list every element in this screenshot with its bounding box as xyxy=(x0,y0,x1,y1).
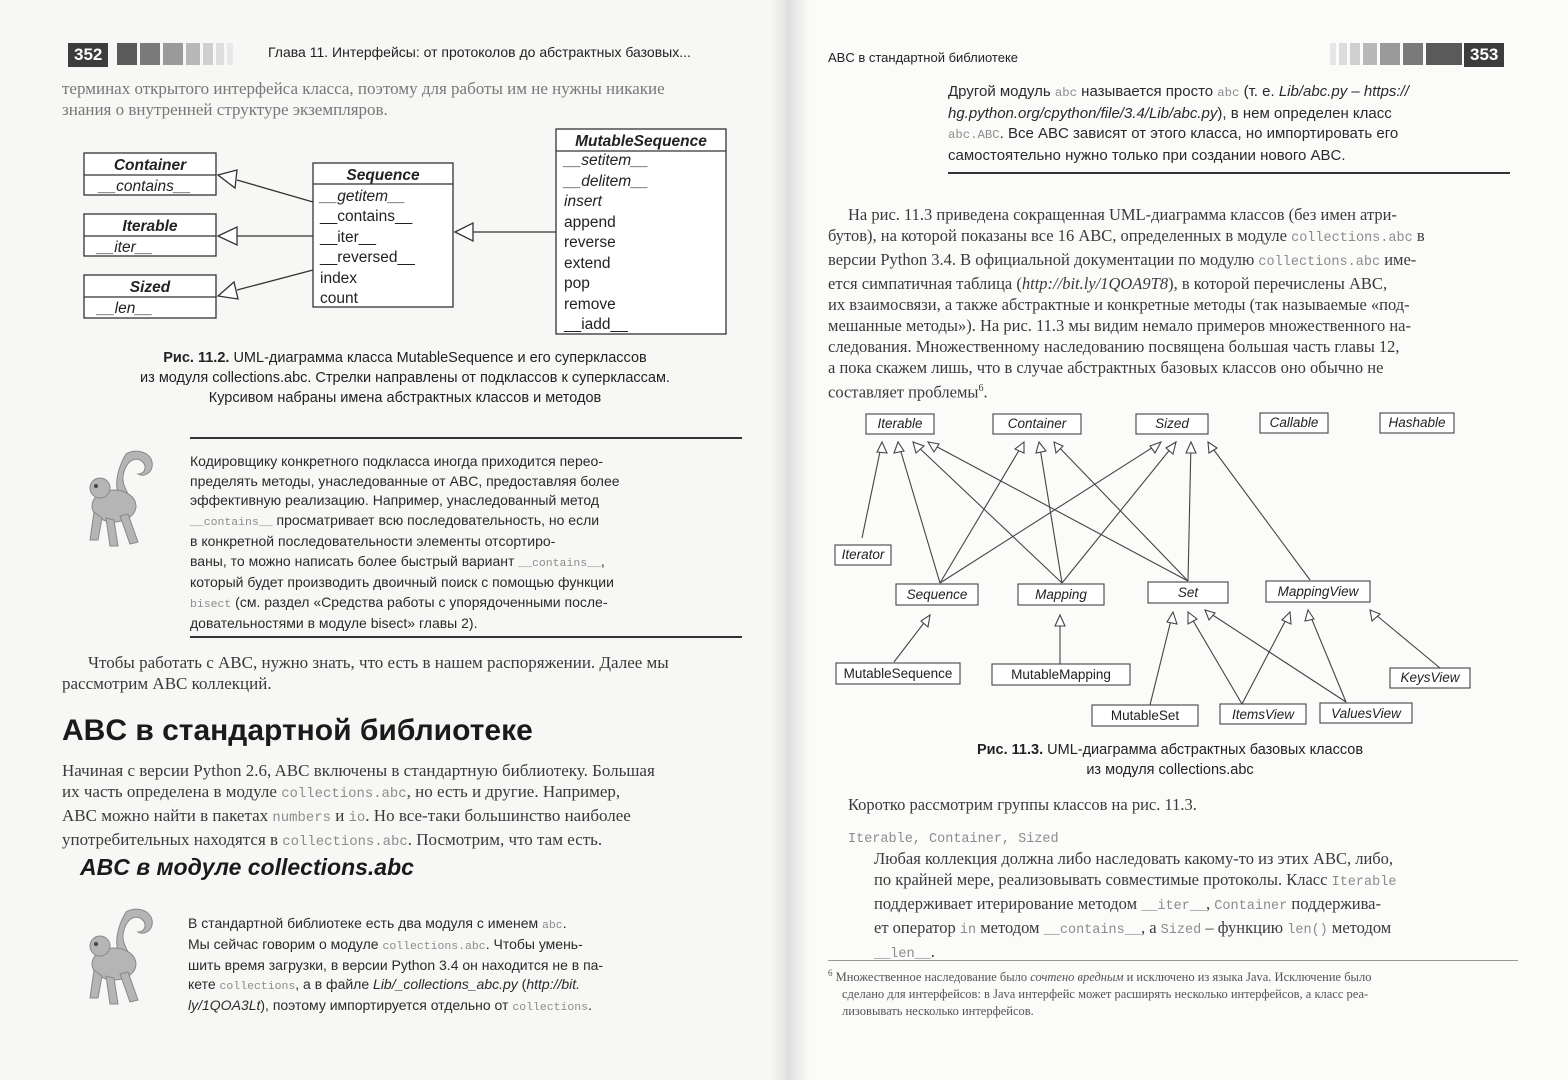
uml-diagram-mutable-sequence xyxy=(75,120,735,345)
uml-member: count xyxy=(320,290,358,307)
note-box xyxy=(948,82,1508,166)
text-span: (см. раздел «Средства работы с упорядоченными после- xyxy=(231,593,608,610)
text-span: ), поэтому импортируется отдельно от xyxy=(260,997,513,1013)
uml-arrowhead xyxy=(1188,612,1197,624)
uml-edge xyxy=(1039,442,1062,583)
text-span: кете xyxy=(188,976,220,992)
header-decoration xyxy=(163,43,183,65)
uml-label-sequence: Sequence xyxy=(906,587,968,602)
uml-edge xyxy=(1370,610,1440,668)
text-span: и исключено из языка Java. Исключение было xyxy=(1123,970,1372,985)
figure-caption xyxy=(75,348,735,408)
header-decoration xyxy=(1380,43,1400,65)
file-path: Lib/_collections_abc.py xyxy=(373,976,518,992)
inline-code: collections.abc xyxy=(281,786,407,802)
text-span: Множественное наследование было xyxy=(835,970,1031,985)
text-span: ( xyxy=(517,976,527,992)
text-line: Начиная с версии Python 2.6, ABC включены в стандартную библиотеку. Большая xyxy=(62,761,655,780)
link[interactable]: http://bit.ly/1QOA9T8 xyxy=(1021,274,1169,293)
text-line: Чтобы работать с ABC, нужно знать, что есть в нашем распоряжении. Далее мы xyxy=(88,653,669,672)
paragraph: Коротко рассмотрим группы классов на рис. 11.3. xyxy=(848,795,1197,814)
text-line xyxy=(188,975,722,996)
inline-code: __contains__ xyxy=(1043,923,1141,938)
text-line: рассмотрим ABC коллекций. xyxy=(62,674,272,693)
text-line: следования. Множественному наследованию посвящена большая часть главы 12, xyxy=(828,337,1400,356)
caption-line: из модуля collections.abc. Стрелки направлены от подклассов к суперклассам. xyxy=(140,370,670,386)
uml-title: Sized xyxy=(129,279,171,296)
inline-code: collections.abc xyxy=(1258,255,1381,270)
uml-arrowhead xyxy=(1150,442,1161,453)
text-line xyxy=(874,917,1508,941)
inline-code: bisect xyxy=(190,597,232,611)
tip-note xyxy=(190,452,722,634)
uml-edge xyxy=(1062,442,1176,583)
inline-code: Sized xyxy=(1160,923,1202,938)
text-span: бутов), на которой показаны все 16 ABC, определенных в модуле xyxy=(828,226,1292,245)
link[interactable]: http://bit. xyxy=(526,976,581,992)
uml-label-items-view: ItemsView xyxy=(1231,707,1295,722)
definition-body xyxy=(874,848,1508,965)
figure-label: Рис. 11.2. xyxy=(163,350,230,366)
uml-edge xyxy=(1242,612,1290,704)
text-line: их взаимосвязи, а также абстрактные и конкретные методы (так называемые «под- xyxy=(828,295,1410,314)
uml-label-keys-view: KeysView xyxy=(1400,670,1460,685)
uml-member: __reversed__ xyxy=(320,249,415,266)
right-page xyxy=(790,0,1568,1080)
text-line: самостоятельно нужно только при создании нового ABC. xyxy=(948,146,1346,164)
uml-edge xyxy=(1054,442,1188,581)
text-line xyxy=(874,941,1508,965)
caption-line: из модуля collections.abc xyxy=(1086,762,1254,778)
uml-label-values-view: ValuesView xyxy=(1331,706,1401,721)
inline-code: __contains__ xyxy=(190,515,273,529)
uml-member: __setitem__ xyxy=(564,152,649,169)
inline-code: __len__ xyxy=(874,947,931,962)
uml-edge xyxy=(1208,442,1310,580)
divider xyxy=(948,172,1510,174)
text-span: и xyxy=(330,806,349,825)
text-line xyxy=(874,869,1508,893)
text-span: (т. е. xyxy=(1239,83,1279,100)
uml-edge xyxy=(898,442,940,583)
text-span: Другой модуль xyxy=(948,83,1055,100)
uml-label-callable: Callable xyxy=(1269,415,1319,430)
header-decoration xyxy=(1363,43,1377,65)
inline-code: collections.abc xyxy=(1291,231,1413,246)
divider xyxy=(190,437,742,439)
uml-label-iterator: Iterator xyxy=(841,547,885,562)
uml-arrowhead xyxy=(894,442,904,453)
inline-code: io xyxy=(348,810,366,826)
inline-code: abc xyxy=(1054,86,1077,100)
header-decoration xyxy=(186,43,200,65)
uml-title: Container xyxy=(113,157,187,174)
text-line xyxy=(188,914,722,935)
text-span: – функцию xyxy=(1201,918,1288,937)
text-span: . xyxy=(930,942,935,961)
text-span: , xyxy=(600,552,605,569)
uml-title: Iterable xyxy=(122,218,178,235)
uml-member: __getitem__ xyxy=(320,188,406,205)
text-line: сделано для интерфейсов: в Java интерфейс может расширять несколько интерфейсов, а класс реа- xyxy=(842,987,1369,1002)
uml-label-container: Container xyxy=(1007,416,1067,431)
text-line: лизовывать несколько интерфейсов. xyxy=(842,1004,1034,1019)
text-line xyxy=(828,249,1508,273)
uml-arrowhead xyxy=(1208,442,1217,453)
text-span: их часть определена в модуле xyxy=(62,782,282,801)
text-span: ваны, то можно написать более быстрый вариант xyxy=(190,552,519,569)
uml-label-mutable-sequence: MutableSequence xyxy=(843,666,953,681)
section-heading: ABC в стандартной библиотеке xyxy=(62,714,533,747)
inline-code: collections xyxy=(512,1001,589,1014)
text-span: В стандартной библиотеке есть два модуля с именем xyxy=(188,915,543,931)
uml-member: insert xyxy=(564,193,602,210)
text-span: просматривает всю последовательность, но если xyxy=(272,511,600,528)
running-header: ABC в стандартной библиотеке xyxy=(828,50,1019,65)
text-line xyxy=(828,965,1518,986)
page-number: 353 xyxy=(1464,43,1504,67)
uml-arrowhead xyxy=(1282,612,1291,624)
uml-arrowhead xyxy=(1054,442,1063,453)
header-decoration xyxy=(1426,43,1462,65)
definition-term: Iterable, Container, Sized xyxy=(848,832,1059,847)
text-line: который будет производить двоичный поиск с помощью функции xyxy=(190,574,614,590)
uml-member: __iter__ xyxy=(96,239,154,256)
text-line: пределять методы, унаследованные от ABC, предоставляя более xyxy=(190,472,620,489)
uml-member: __delitem__ xyxy=(564,173,649,190)
uml-member: remove xyxy=(564,296,616,313)
uml-arrowhead xyxy=(1015,442,1024,453)
text-span: . xyxy=(588,997,592,1013)
book-gutter xyxy=(770,0,810,1080)
text-span: . xyxy=(562,915,567,931)
text-line xyxy=(828,378,1508,403)
text-span: методом xyxy=(1327,918,1392,937)
uml-title: Sequence xyxy=(346,167,420,184)
text-span: составляет проблемы xyxy=(828,382,979,402)
text-line: терминах открытого интерфейса класса, поэтому для работы им не нужны никакие xyxy=(62,79,665,98)
uml-arrowhead xyxy=(1205,610,1215,620)
footnote-divider xyxy=(828,960,1518,961)
caption-text: UML-диаграмма абстрактных базовых классов xyxy=(1047,742,1364,758)
text-line xyxy=(828,225,1508,249)
text-span: методом xyxy=(976,918,1044,937)
inline-code: collections.abc xyxy=(282,834,408,850)
text-line xyxy=(948,82,1508,104)
text-span: , а в файле xyxy=(295,976,374,992)
link[interactable]: ly/1QOA3Lt xyxy=(188,997,261,1013)
lemur-icon xyxy=(80,906,160,1011)
uml-label-mutable-set: MutableSet xyxy=(1110,708,1180,723)
header-decoration xyxy=(1403,43,1423,65)
text-span: . Посмотрим, что там есть. xyxy=(407,830,603,849)
text-span: ет оператор xyxy=(874,918,960,937)
text-line xyxy=(62,829,742,853)
inline-code: len() xyxy=(1287,923,1328,938)
text-span: , а xyxy=(1140,918,1161,937)
caption-line xyxy=(830,740,1510,760)
text-span: . xyxy=(983,382,988,402)
figure-label: Рис. 11.3. xyxy=(976,742,1044,758)
text-line xyxy=(188,996,722,1017)
uml-edge xyxy=(862,442,882,538)
footnote xyxy=(828,965,1518,1020)
text-span: ), в которой перечислены ABC, xyxy=(1168,274,1388,293)
inline-code: __contains__ xyxy=(518,556,601,570)
paragraph xyxy=(62,760,742,853)
text-span: , xyxy=(1206,894,1215,913)
uml-edge xyxy=(940,442,1024,583)
text-span: называется просто xyxy=(1077,83,1218,100)
inline-code: abc xyxy=(542,919,563,932)
uml-diagram-abc xyxy=(830,400,1530,735)
text-span: версии Python 3.4. В официальной документации по модулю xyxy=(828,250,1259,269)
uml-label-mapping-view: MappingView xyxy=(1277,584,1359,599)
figure-caption xyxy=(830,740,1510,780)
divider xyxy=(190,636,742,638)
header-decoration xyxy=(140,43,160,65)
inline-code: __iter__ xyxy=(1141,899,1207,914)
uml-member: __iter__ xyxy=(320,229,377,246)
text-line: На рис. 11.3 приведена сокращенная UML-диаграмма классов (без имен атри- xyxy=(848,205,1397,224)
text-line: Любая коллекция должна либо наследовать какому-то из этих ABC, либо, xyxy=(874,849,1394,868)
uml-arrowhead xyxy=(1305,610,1314,621)
link[interactable]: hg.python.org/cpython/file/3.4/Lib/abc.py xyxy=(948,104,1218,122)
uml-arrowhead xyxy=(1186,442,1196,453)
header-decoration xyxy=(1339,43,1347,65)
text-line: а пока скажем лишь, что в случае абстрактных базовых классов оно обычно не xyxy=(828,358,1384,377)
inline-code: numbers xyxy=(272,810,331,826)
header-decoration xyxy=(117,43,137,65)
text-line xyxy=(188,935,722,956)
text-span: поддерживает итерирование методом xyxy=(874,894,1142,913)
uml-member: index xyxy=(320,270,358,287)
uml-member: extend xyxy=(564,255,611,272)
text-line: Кодировщику конкретного подкласса иногда приходится перео- xyxy=(190,453,603,469)
inline-code: abc.ABC xyxy=(948,128,1000,142)
text-line xyxy=(828,273,1508,294)
text-span: в xyxy=(1412,226,1425,245)
text-line: знания о внутренней структуре экземпляров. xyxy=(62,100,388,119)
uml-member: __contains__ xyxy=(98,178,192,195)
uml-title: MutableSequence xyxy=(575,133,707,150)
uml-arrowhead xyxy=(877,442,887,453)
uml-arrowhead xyxy=(1055,615,1065,626)
footnote-ref[interactable]: 6 xyxy=(978,383,984,394)
text-line xyxy=(190,511,722,533)
text-span: . Все ABC зависят от этого класса, но импортировать его xyxy=(999,125,1399,142)
text-span: поддержива- xyxy=(1287,894,1381,913)
text-line xyxy=(190,552,722,574)
uml-member: __iadd__ xyxy=(564,316,628,333)
text-line xyxy=(62,781,742,805)
text-span: употребительных находятся в xyxy=(62,830,283,849)
uml-edge xyxy=(1150,612,1173,705)
uml-arrowhead xyxy=(1167,612,1177,624)
paragraph xyxy=(828,204,1508,403)
header-decoration xyxy=(1350,43,1360,65)
text-line: эффективную реализацию. Например, унаследованный метод xyxy=(190,492,600,508)
caption-line xyxy=(75,348,735,368)
uml-member: __contains__ xyxy=(320,208,413,225)
text-span: . Но все-таки большинство наиболее xyxy=(365,806,631,825)
header-decoration xyxy=(227,43,233,65)
tip-note xyxy=(188,914,722,1017)
subsection-heading: ABC в модуле collections.abc xyxy=(80,854,414,880)
intro-paragraph xyxy=(62,78,742,120)
text-line: шить время загрузки, в версии Python 3.4 он находится не в па- xyxy=(188,957,604,973)
caption-line: Курсивом набраны имена абстрактных классов и методов xyxy=(208,390,602,406)
paragraph xyxy=(62,652,742,694)
uml-edge xyxy=(1205,610,1346,702)
uml-label-set: Set xyxy=(1177,585,1199,600)
caption-text: UML-диаграмма класса MutableSequence и его суперклассов xyxy=(233,350,647,366)
uml-edge xyxy=(913,442,1062,583)
uml-edge xyxy=(1308,610,1346,702)
uml-edge xyxy=(1188,442,1191,581)
text-span: Мы сейчас говорим о модуле xyxy=(188,936,383,952)
uml-edge xyxy=(1188,612,1242,704)
text-line xyxy=(948,104,1508,125)
lemur-icon xyxy=(80,448,160,553)
uml-member: __len__ xyxy=(97,300,153,317)
text-span: по крайней мере, реализовывать совместимые протоколы. Класс xyxy=(874,870,1332,889)
uml-arrowhead xyxy=(928,442,939,452)
inline-code: abc xyxy=(1217,86,1240,100)
uml-label-hashable: Hashable xyxy=(1388,415,1446,430)
text-span: име- xyxy=(1380,250,1417,269)
text-span: ), в нем определен класс xyxy=(1217,104,1392,122)
header-decoration xyxy=(1330,43,1336,65)
text-line: в конкретной последовательности элементы отсортиро- xyxy=(190,533,556,549)
inline-code: in xyxy=(959,923,977,938)
text-span: . Чтобы умень- xyxy=(485,936,583,952)
text-span: сочтено вредным xyxy=(1030,970,1124,985)
page-number: 352 xyxy=(68,43,108,67)
text-span: ется симпатичная таблица ( xyxy=(828,274,1022,293)
text-span: , но есть и другие. Например, xyxy=(406,782,621,801)
text-line xyxy=(874,893,1508,917)
text-span: ABC можно найти в пакетах xyxy=(62,806,273,825)
inline-code: collections.abc xyxy=(382,940,486,953)
header-decoration xyxy=(203,43,213,65)
uml-member: reverse xyxy=(564,234,616,251)
inline-code: Container xyxy=(1214,899,1288,914)
uml-label-iterable: Iterable xyxy=(877,416,923,431)
link[interactable]: Lib/abc.py – https:// xyxy=(1278,83,1409,100)
text-line: мешанные методы»). На рис. 11.3 мы видим немало примеров множественного на- xyxy=(828,316,1411,335)
uml-label-mapping: Mapping xyxy=(1035,587,1087,602)
text-line: довательностями в модуле bisect» главы 2). xyxy=(190,615,478,631)
inline-code: Iterable xyxy=(1331,875,1397,890)
text-line xyxy=(62,805,742,829)
uml-label-sized: Sized xyxy=(1155,416,1189,431)
uml-member: pop xyxy=(564,275,590,292)
running-header: Глава 11. Интерфейсы: от протоколов до абстрактных базовых... xyxy=(268,44,691,60)
text-line xyxy=(190,593,722,615)
uml-arrowhead xyxy=(1036,442,1046,453)
footnote-number: 6 xyxy=(828,968,833,978)
inline-code: collections xyxy=(219,980,296,993)
uml-member: append xyxy=(564,214,616,231)
text-line xyxy=(948,124,1508,146)
uml-arrowhead xyxy=(1370,610,1380,621)
uml-label-mutable-mapping: MutableMapping xyxy=(1011,667,1111,682)
header-decoration xyxy=(216,43,224,65)
